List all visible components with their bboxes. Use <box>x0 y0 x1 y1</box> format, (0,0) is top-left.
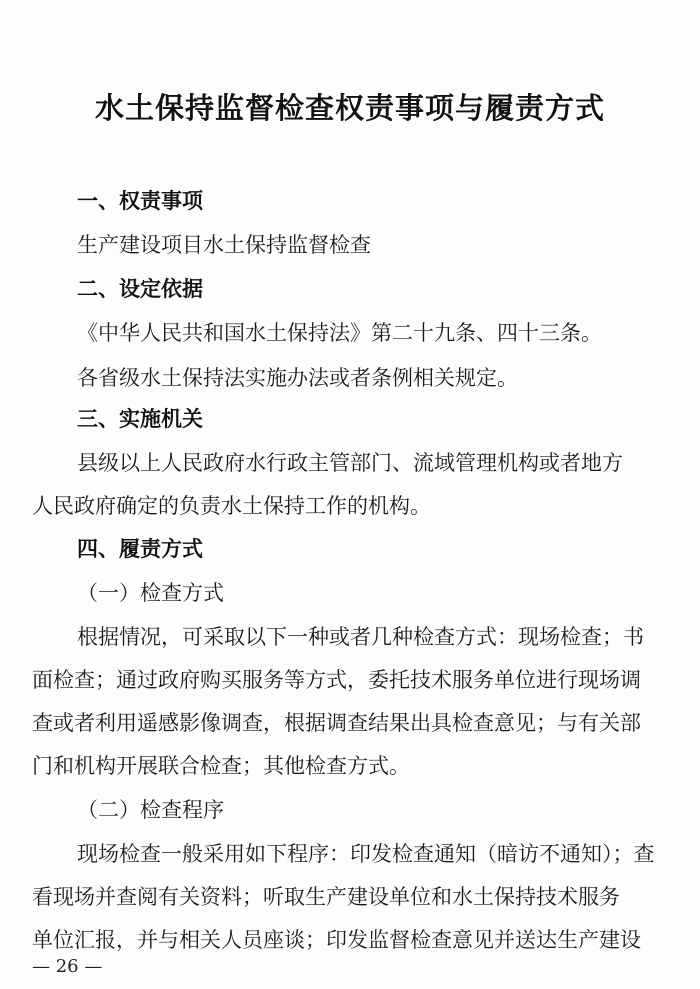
subsection-1-line-3: 查或者利用遥感影像调查，根据调查结果出具检查意见；与有关部 <box>32 711 641 735</box>
section-heading-4: 四、履责方式 <box>77 537 203 561</box>
subsection-2-line-1: 现场检查一般采用如下程序：印发检查通知（暗访不通知）；查 <box>77 842 655 866</box>
page-number: — 26 — <box>32 956 103 977</box>
subsection-1-line-4: 门和机构开展联合检查；其他检查方式。 <box>32 754 410 778</box>
subsection-2-line-3: 单位汇报，并与相关人员座谈；印发监督检查意见并送达生产建设 <box>32 928 641 952</box>
section-3-line-1: 县级以上人民政府水行政主管部门、流域管理机构或者地方 <box>77 451 623 475</box>
subsection-1-line-1: 根据情况，可采取以下一种或者几种检查方式：现场检查；书 <box>77 625 644 649</box>
document-title: 水土保持监督检查权责事项与履责方式 <box>94 91 605 125</box>
subsection-1-line-2: 面检查；通过政府购买服务等方式，委托技术服务单位进行现场调 <box>32 668 641 692</box>
section-heading-2: 二、设定依据 <box>77 277 203 301</box>
section-3-line-2: 人民政府确定的负责水土保持工作的机构。 <box>32 494 431 518</box>
subsection-2-line-2: 看现场并查阅有关资料；听取生产建设单位和水土保持技术服务 <box>32 885 620 909</box>
section-heading-3: 三、实施机关 <box>77 407 203 431</box>
section-2-line-2: 各省级水土保持法实施办法或者条例相关规定。 <box>77 366 518 390</box>
subsection-heading-2: （二）检查程序 <box>77 798 224 822</box>
subsection-heading-1: （一）检查方式 <box>77 581 224 605</box>
section-1-body: 生产建设项目水土保持监督检查 <box>77 233 371 257</box>
section-heading-1: 一、权责事项 <box>77 189 203 213</box>
section-2-line-1: 《中华人民共和国水土保持法》第二十九条、四十三条。 <box>77 321 602 345</box>
